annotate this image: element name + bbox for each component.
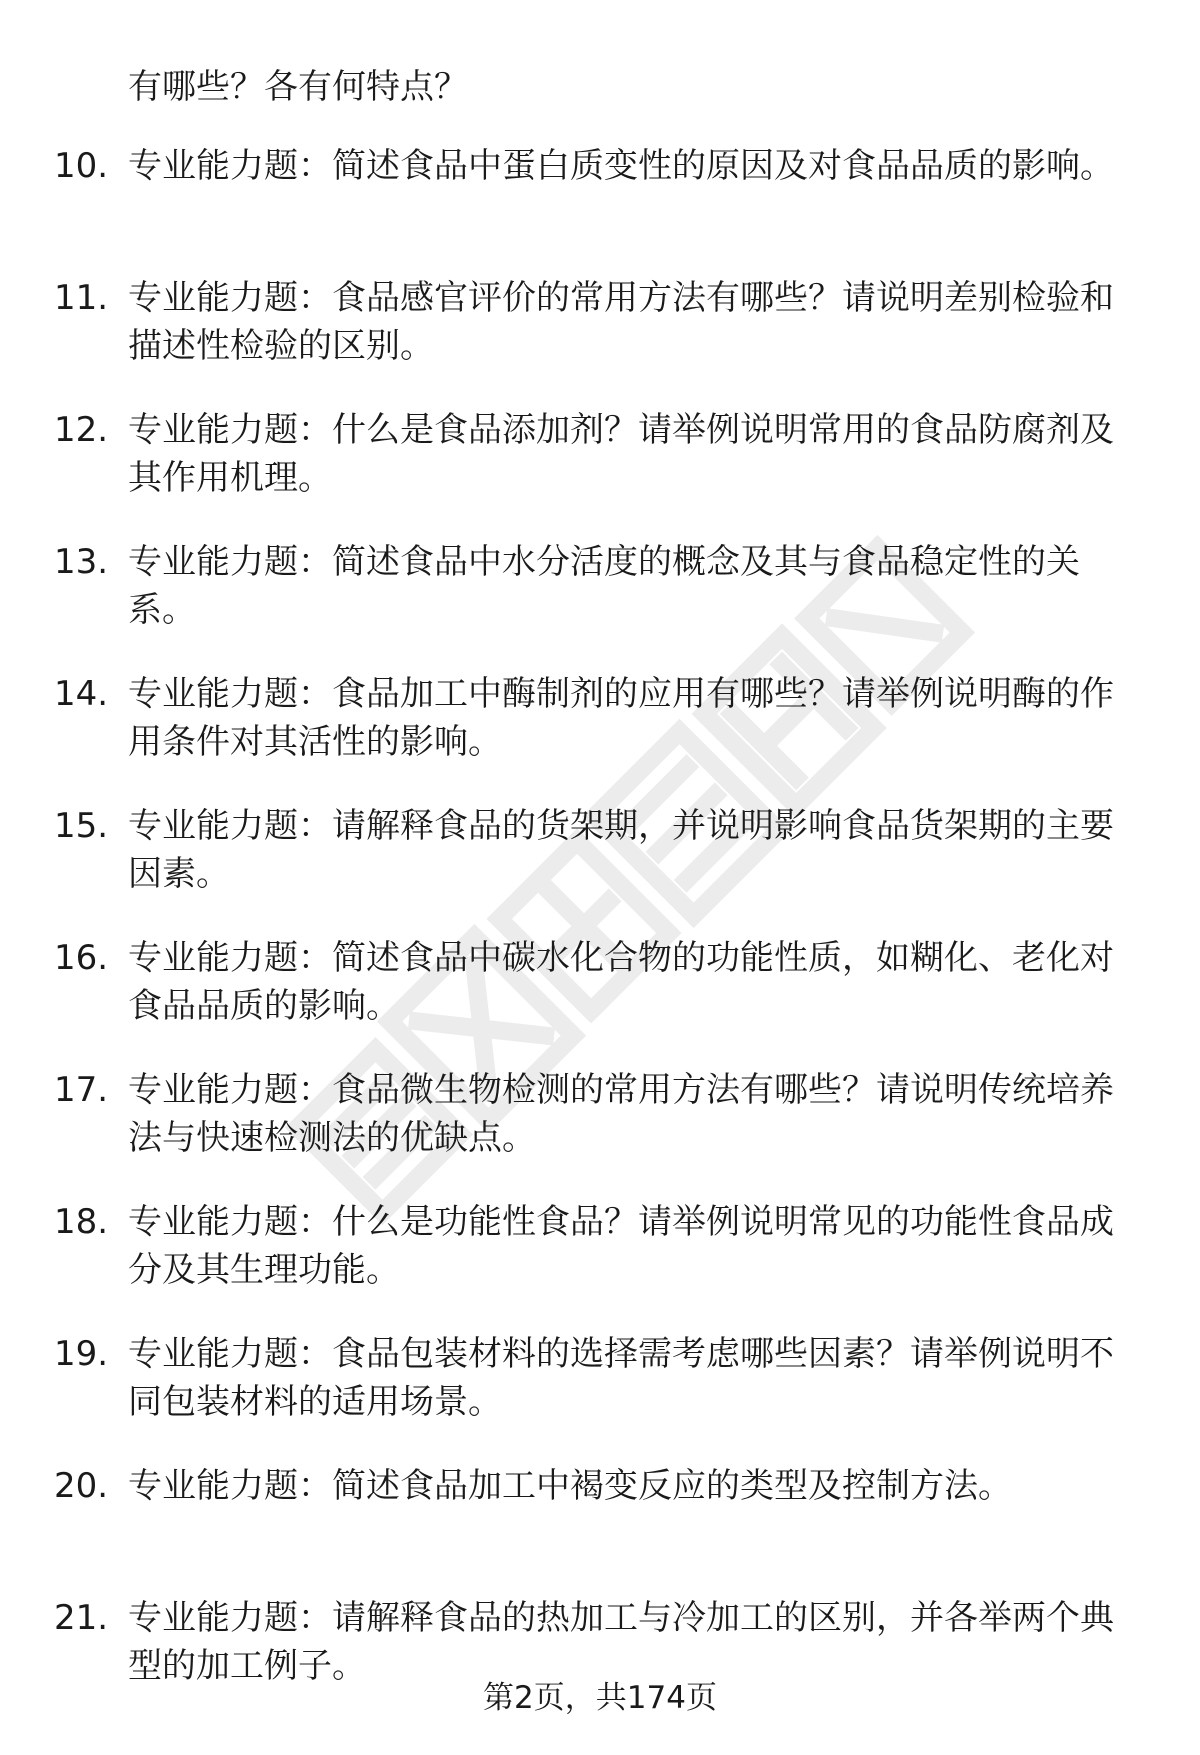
question-number: 19. [54, 1334, 109, 1374]
question-number: 12. [54, 410, 109, 450]
list-item [0, 934, 1200, 1066]
question-text: 专业能力题：简述食品加工中褐变反应的类型及控制方法。 [128, 1466, 1012, 1506]
list-item [0, 802, 1200, 934]
list-item [0, 1066, 1200, 1198]
question-text: 专业能力题：食品加工中酶制剂的应用有哪些？请举例说明酶的作用条件对其活性的影响。 [128, 674, 1114, 762]
question-number: 16. [54, 938, 109, 978]
question-text: 专业能力题：食品包装材料的选择需考虑哪些因素？请举例说明不同包装材料的适用场景。 [128, 1334, 1114, 1422]
question-number: 14. [54, 674, 109, 714]
list-item [0, 1198, 1200, 1330]
list-item [0, 142, 1200, 274]
question-number: 11. [54, 278, 109, 318]
question-text: 专业能力题：简述食品中水分活度的概念及其与食品稳定性的关系。 [128, 542, 1080, 630]
question-number: 10. [54, 146, 109, 186]
question-list [0, 142, 1200, 1726]
list-item [0, 1330, 1200, 1462]
question-text: 专业能力题：请解释食品的货架期，并说明影响食品货架期的主要因素。 [128, 806, 1114, 894]
question-text: 专业能力题：简述食品中蛋白质变性的原因及对食品品质的影响。 [128, 146, 1114, 186]
question-text: 专业能力题：简述食品中碳水化合物的功能性质，如糊化、老化对食品品质的影响。 [128, 938, 1114, 1026]
list-item [0, 274, 1200, 406]
question-number: 17. [54, 1070, 109, 1110]
list-item [0, 538, 1200, 670]
question-number: 18. [54, 1202, 109, 1242]
continued-question-text: 有哪些？各有何特点？ [128, 67, 468, 107]
question-text: 专业能力题：请解释食品的热加工与冷加工的区别，并各举两个典型的加工例子。 [128, 1598, 1114, 1686]
list-item [0, 406, 1200, 538]
list-item [0, 1462, 1200, 1594]
question-text: 专业能力题：食品微生物检测的常用方法有哪些？请说明传统培养法与快速检测法的优缺点。 [128, 1070, 1114, 1158]
question-text: 专业能力题：什么是功能性食品？请举例说明常见的功能性食品成分及其生理功能。 [128, 1202, 1114, 1290]
question-text: 专业能力题：什么是食品添加剂？请举例说明常用的食品防腐剂及其作用机理。 [128, 410, 1114, 498]
question-number: 13. [54, 542, 109, 582]
question-number: 21. [54, 1598, 109, 1638]
question-number: 20. [54, 1466, 109, 1506]
question-number: 15. [54, 806, 109, 846]
page-footer: 第2页，共174页 [483, 1680, 717, 1716]
list-item [0, 670, 1200, 802]
question-text: 专业能力题：食品感官评价的常用方法有哪些？请说明差别检验和描述性检验的区别。 [128, 278, 1114, 366]
